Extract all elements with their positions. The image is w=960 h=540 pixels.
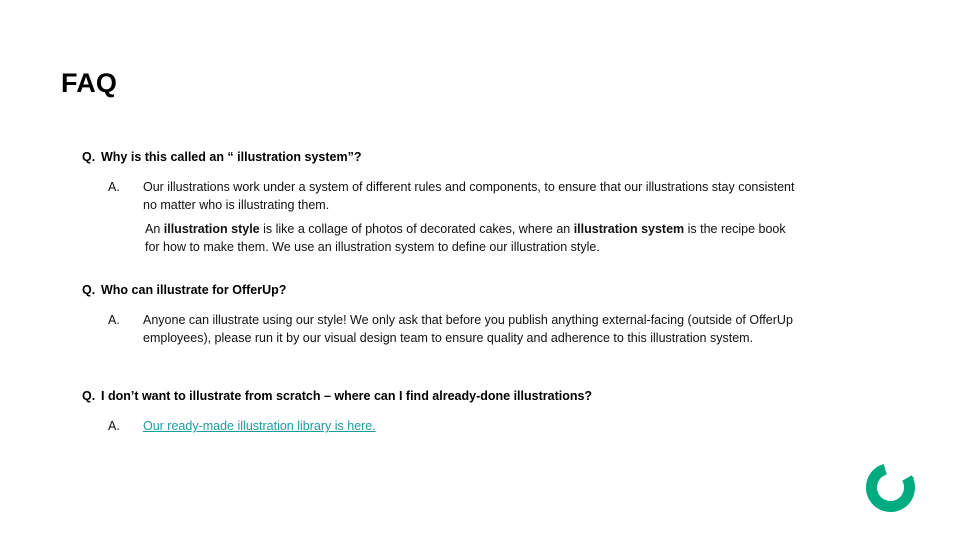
faq-question-3 xyxy=(82,387,802,405)
faq-question-2 xyxy=(82,281,802,299)
answer-marker: A. xyxy=(108,419,120,433)
question-text: I don’t want to illustrate from scratch – where can I find already-done illustrations? xyxy=(101,389,593,403)
page-title: FAQ xyxy=(61,68,118,98)
question-text: Who can illustrate for OfferUp? xyxy=(101,283,287,297)
note-emphasis: illustration system xyxy=(573,222,685,236)
faq-answer-1 xyxy=(82,178,802,214)
note-text: is the recipe book for how to make them. We use an illustration system to define our illustration style. xyxy=(145,222,786,254)
question-marker: Q. xyxy=(82,389,96,403)
note-text: An xyxy=(145,222,164,236)
illustration-library-link[interactable]: Our ready-made illustration library is here. xyxy=(143,419,376,433)
faq-answer-3 xyxy=(82,417,802,435)
question-marker: Q. xyxy=(82,150,96,164)
faq-item-2 xyxy=(82,281,802,347)
offerup-logo-icon xyxy=(864,461,917,514)
answer-marker: A. xyxy=(108,180,120,194)
faq-answer-1-note xyxy=(82,220,802,256)
faq-question-1 xyxy=(82,148,802,166)
note-emphasis: illustration style xyxy=(163,222,260,236)
answer-marker: A. xyxy=(108,313,120,327)
faq-item-3 xyxy=(82,387,802,435)
answer-text: Our illustrations work under a system of different rules and components, to ensure that our illustrations stay consistent no matter who is illustrating them. xyxy=(143,180,795,212)
faq-answer-2 xyxy=(82,311,802,347)
question-text: Why is this called an “ illustration system”? xyxy=(101,150,362,164)
faq-item-1 xyxy=(82,148,802,256)
note-text: is like a collage of photos of decorated cakes, where an xyxy=(259,222,574,236)
question-marker: Q. xyxy=(82,283,96,297)
answer-text: Anyone can illustrate using our style! We only ask that before you publish anything external-facing (outside of OfferUp employees), please run it by our visual design team to ensure quality and adherence to this illustration system. xyxy=(143,313,793,345)
logo-ring xyxy=(865,462,917,514)
